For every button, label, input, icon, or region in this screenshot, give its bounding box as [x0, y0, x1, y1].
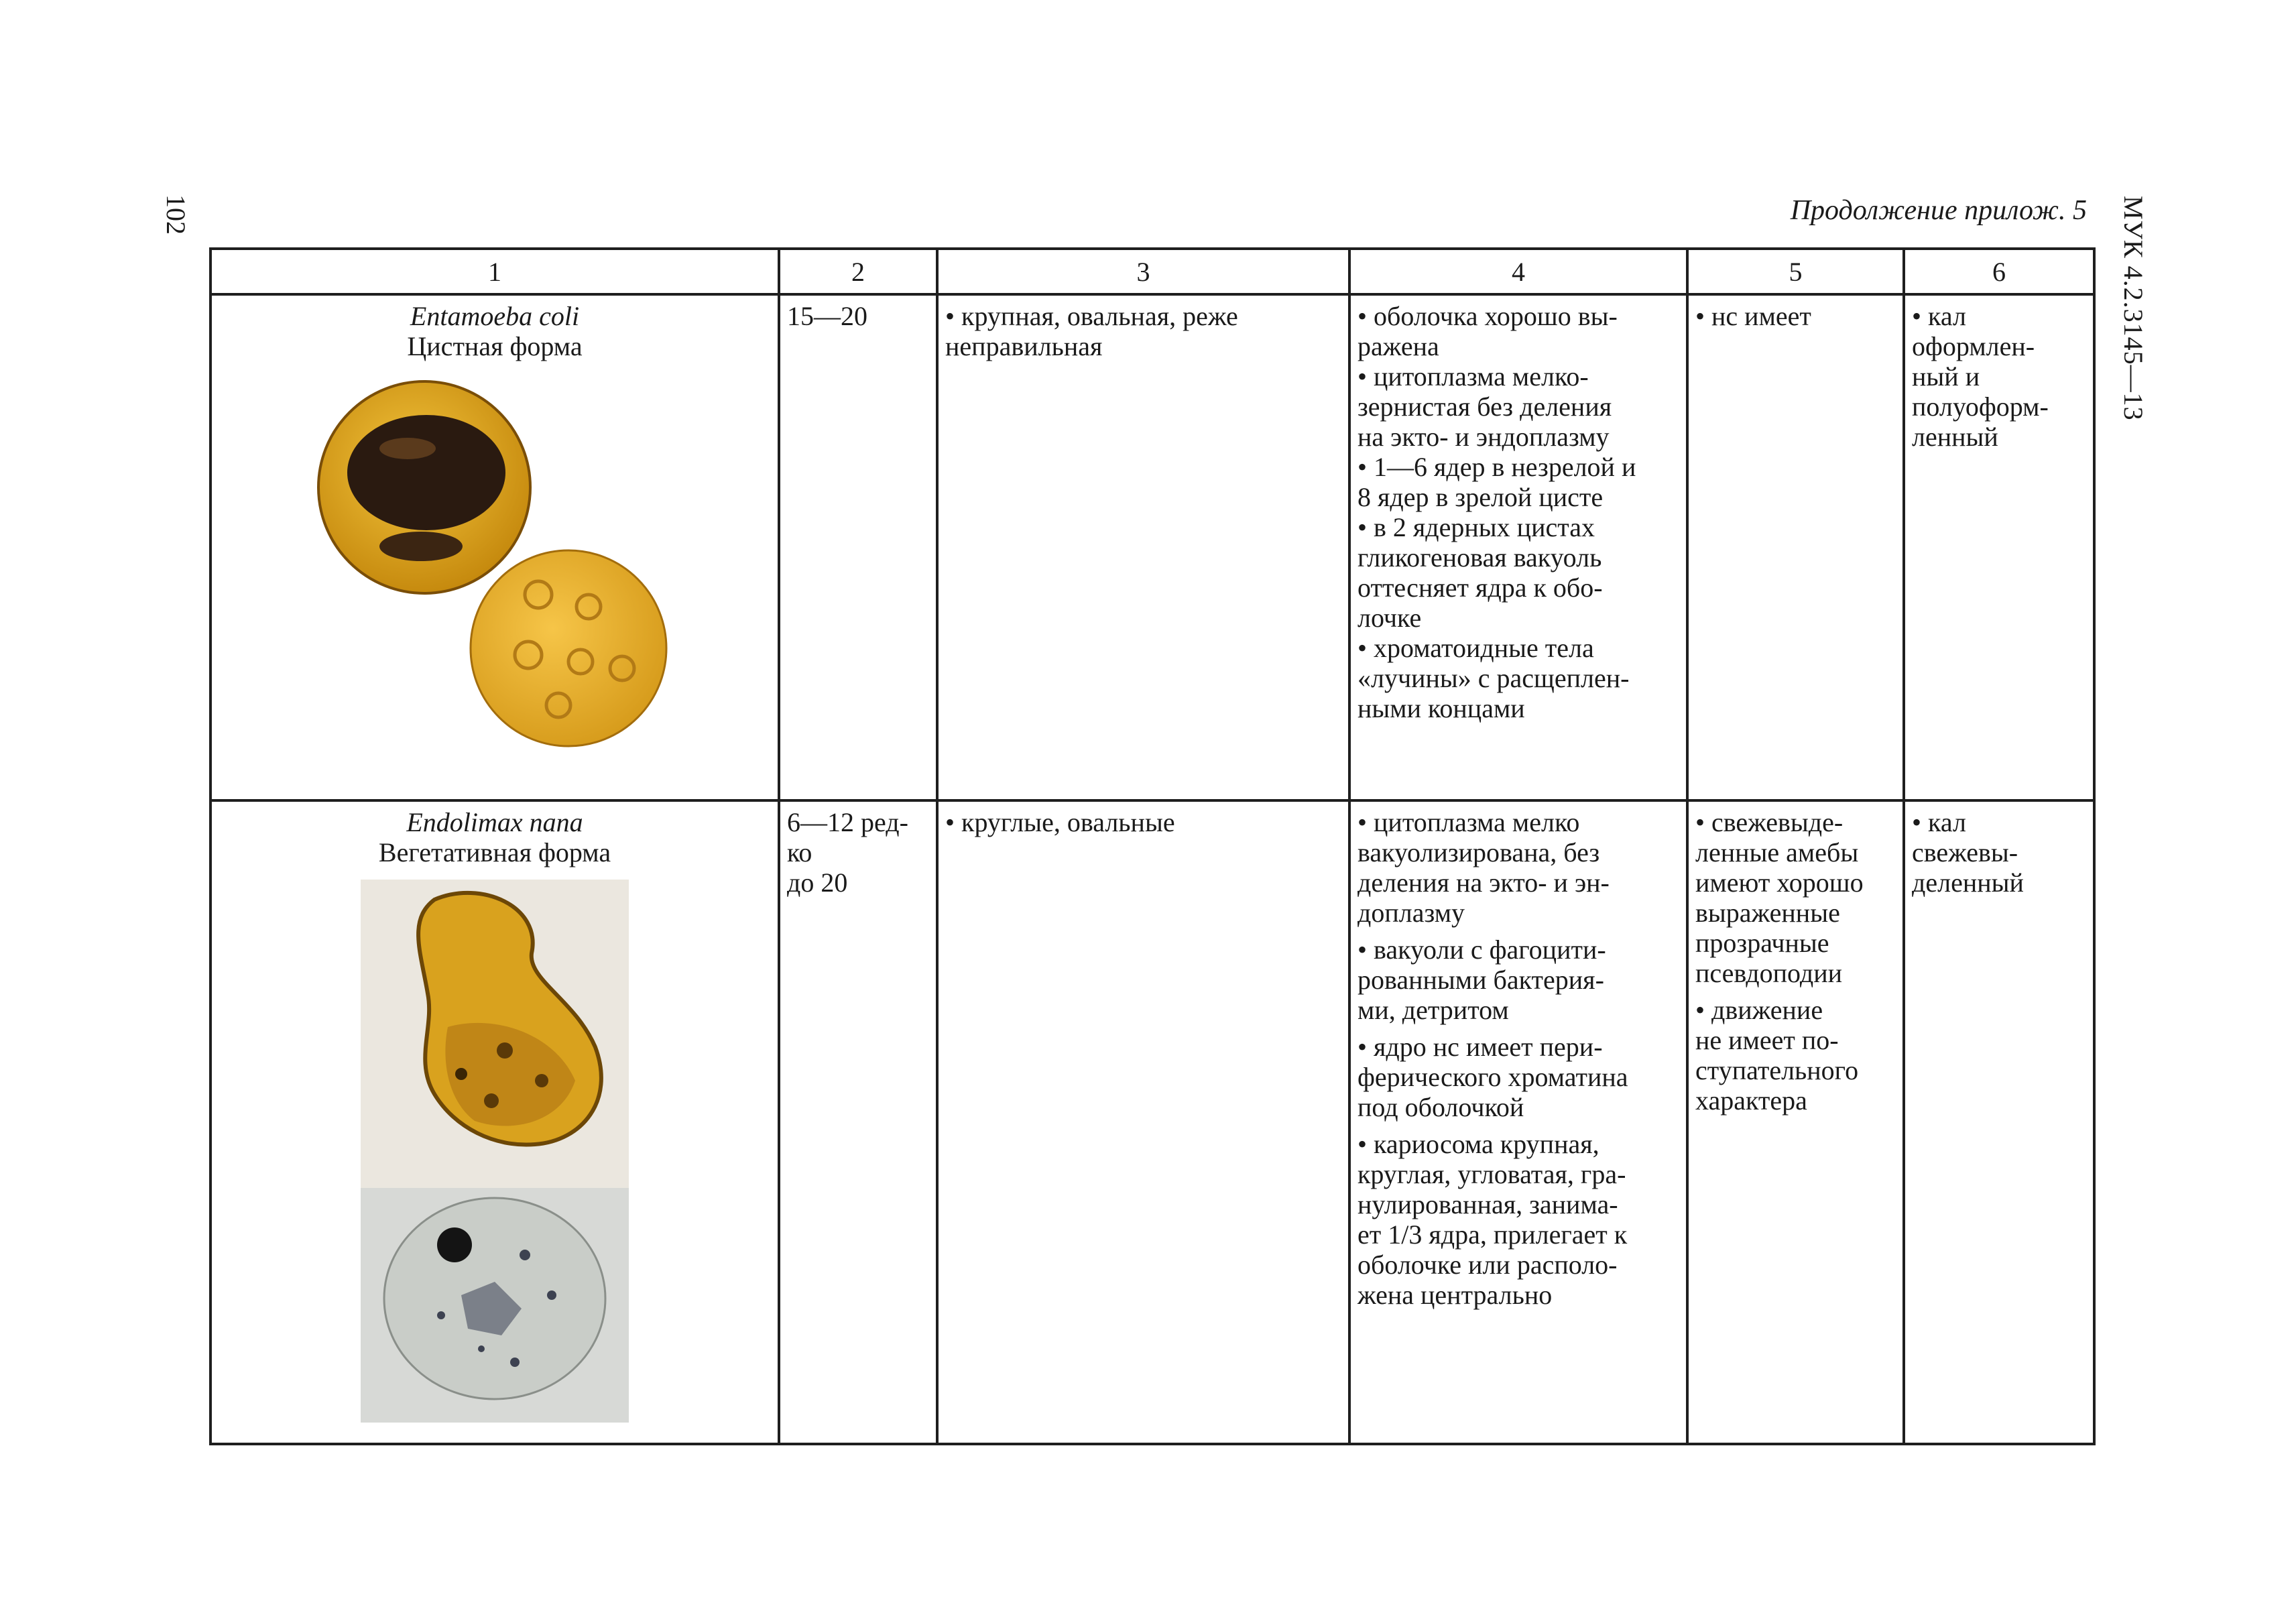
document-code: МУК 4.2.3145—13	[2118, 196, 2149, 421]
table-row	[210, 294, 2094, 800]
material-line: свежевы-	[1912, 837, 2018, 867]
structure-line: ми, детритом	[1357, 995, 1509, 1025]
material-line: ный и	[1912, 361, 1980, 392]
structure-line: нулированная, занима-	[1357, 1189, 1618, 1219]
form-name: Цистная форма	[407, 331, 583, 361]
shape-line: • крупная, овальная, реже неправильная	[945, 301, 1238, 361]
header-col-2: 2	[779, 249, 937, 294]
cyst-micrograph-icon	[307, 373, 682, 762]
parasite-table	[209, 247, 2096, 1445]
header-col-5: 5	[1687, 249, 1904, 294]
size-line: ко	[787, 837, 812, 867]
trophozoite-micrograph-icon	[361, 880, 629, 1423]
structure-line: ферического хроматина	[1357, 1062, 1628, 1092]
table-row	[210, 800, 2094, 1444]
material-line: • кал	[1912, 301, 1966, 331]
material-line: • кал	[1912, 807, 1966, 837]
structure-cell	[1349, 294, 1687, 800]
header-col-3: 3	[937, 249, 1349, 294]
continuation-label: Продолжение прилож. 5	[1790, 195, 2087, 226]
material-line: деленный	[1912, 867, 2024, 898]
material-line: ленный	[1912, 422, 1998, 452]
size-cell	[779, 800, 937, 1444]
movement-cell	[1687, 800, 1904, 1444]
shape-line: • круглые, овальные	[945, 807, 1175, 837]
organism-cell	[210, 800, 779, 1444]
movement-line: ступательного	[1695, 1055, 1859, 1085]
form-name: Вегетативная форма	[378, 837, 611, 867]
movement-line: ленные амебы	[1695, 837, 1859, 867]
structure-line: зернистая без деления	[1357, 392, 1612, 422]
movement-line: • движение	[1695, 995, 1823, 1025]
structure-line: под оболочкой	[1357, 1092, 1524, 1122]
structure-line: на экто- и эндоплазму	[1357, 422, 1610, 452]
structure-line: доплазму	[1357, 898, 1465, 928]
movement-line: выраженные	[1695, 898, 1840, 928]
shape-cell	[937, 800, 1349, 1444]
structure-line: • 1—6 ядер в незрелой и	[1357, 452, 1636, 482]
header-row	[210, 249, 2094, 294]
movement-line: • нс имеет	[1695, 301, 1811, 331]
header-col-6: 6	[1904, 249, 2094, 294]
structure-line: лочке	[1357, 603, 1422, 633]
structure-cell	[1349, 800, 1687, 1444]
structure-line: жена центрально	[1357, 1280, 1553, 1310]
size-cell	[779, 294, 937, 800]
species-name: Entamoeba coli	[410, 301, 580, 331]
movement-cell	[1687, 294, 1904, 800]
material-line: полуоформ-	[1912, 392, 2049, 422]
movement-line: • свежевыде-	[1695, 807, 1844, 837]
structure-line: оттесняет ядра к обо-	[1357, 573, 1603, 603]
movement-line: псевдоподии	[1695, 958, 1843, 988]
shape-cell	[937, 294, 1349, 800]
species-name: Endolimax nana	[406, 807, 583, 837]
organism-cell	[210, 294, 779, 800]
structure-line: вакуолизирована, без	[1357, 837, 1600, 867]
structure-line: • в 2 ядерных цистах	[1357, 512, 1595, 542]
material-line: оформлен-	[1912, 331, 2035, 361]
structure-line: гликогеновая вакуоль	[1357, 542, 1602, 573]
header-col-4: 4	[1349, 249, 1687, 294]
structure-line: ражена	[1357, 331, 1439, 361]
structure-line: рованными бактерия-	[1357, 965, 1604, 995]
structure-line: • цитоплазма мелко	[1357, 807, 1580, 837]
movement-line: характера	[1695, 1085, 1807, 1116]
structure-line: круглая, угловатая, гра-	[1357, 1159, 1626, 1189]
structure-line: • вакуоли с фагоцити-	[1357, 935, 1606, 965]
material-cell	[1904, 294, 2094, 800]
structure-line: • ядро нс имеет пери-	[1357, 1032, 1603, 1062]
size-line: 6—12 ред-	[787, 807, 908, 837]
structure-line: оболочке или располо-	[1357, 1250, 1618, 1280]
size-line: 15—20	[787, 301, 867, 331]
structure-line: • кариосома крупная,	[1357, 1129, 1599, 1159]
movement-line: прозрачные	[1695, 928, 1829, 958]
structure-line: • оболочка хорошо вы-	[1357, 301, 1618, 331]
structure-line: «лучины» с расщеплен-	[1357, 663, 1630, 693]
structure-line: ет 1/3 ядра, прилегает к	[1357, 1219, 1628, 1250]
structure-line: • хроматоидные тела	[1357, 633, 1594, 663]
movement-line: имеют хорошо	[1695, 867, 1864, 898]
structure-line: ными концами	[1357, 693, 1525, 723]
structure-line: деления на экто- и эн-	[1357, 867, 1610, 898]
structure-line: • цитоплазма мелко-	[1357, 361, 1589, 392]
header-col-1: 1	[210, 249, 779, 294]
structure-line: 8 ядер в зрелой цисте	[1357, 482, 1604, 512]
page-number: 102	[161, 194, 191, 235]
movement-line: не имеет по-	[1695, 1025, 1839, 1055]
material-cell	[1904, 800, 2094, 1444]
size-line: до 20	[787, 867, 848, 898]
